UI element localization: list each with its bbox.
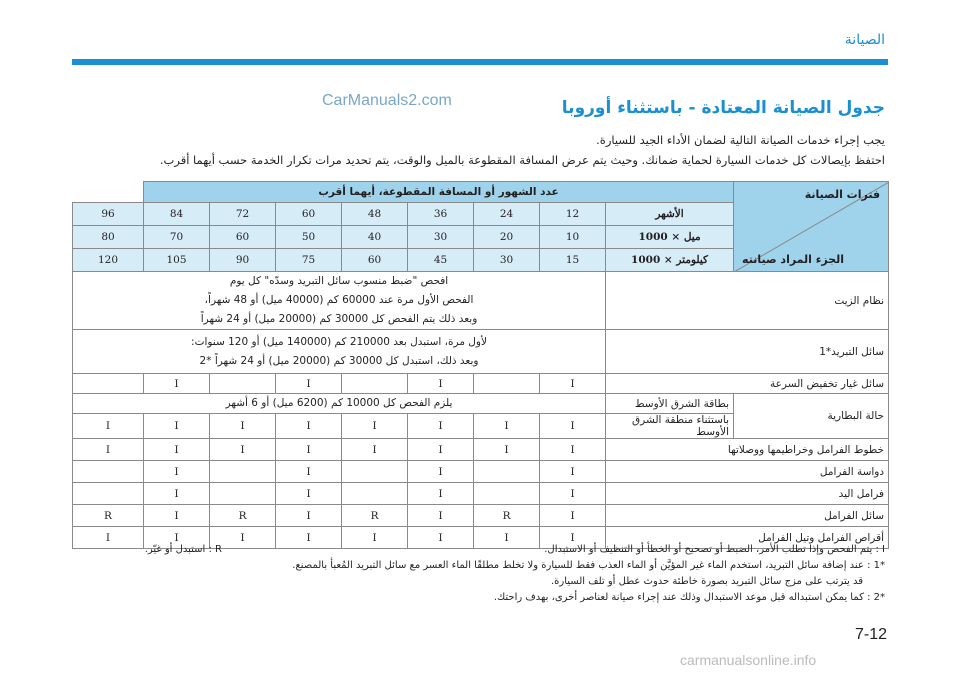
table-row [73, 394, 889, 414]
table-cell: I [408, 505, 474, 527]
table-cell: I [73, 439, 144, 461]
table-cell: I [540, 461, 606, 483]
table-cell: 36 [408, 203, 474, 226]
footnote-1b: قد يترتب على مزج سائل التبريد بصورة خاطئة حدوث عطل أو تلف السيارة. [550, 576, 863, 587]
table-cell: 30 [474, 249, 540, 272]
footer-watermark: carmanualsonline.info [680, 652, 817, 668]
table-row [73, 330, 889, 374]
table-cell: I [474, 414, 540, 439]
table-cell: I [474, 439, 540, 461]
table-cell: I [73, 527, 144, 549]
legend-r: R : استبدل أو غيّر. [144, 544, 222, 555]
table-cell: I [540, 483, 606, 505]
table-cell: 48 [342, 203, 408, 226]
row-label: فرامل اليد [606, 483, 889, 505]
table-cell: 15 [540, 249, 606, 272]
table-row [73, 439, 889, 461]
corner-bottom-label: الجزء المراد صيانته [742, 253, 845, 266]
table-cell: 96 [73, 203, 144, 226]
table-cell: I [474, 527, 540, 549]
table-cell: I [276, 527, 342, 549]
table-row [73, 272, 889, 330]
table-cell: I [210, 527, 276, 549]
coolant-note [73, 330, 606, 374]
intro-line-2: احتفظ بإيصالات كل خدمات السيارة لحماية ضمانك. وحيث يتم عرض المسافة المقطوعة بالميل والوقت، يتم تحديد مرات تكرار الخدمة حسب أيهما أقرب. [159, 153, 885, 167]
row-label-coolant: سائل التبريد*1 [606, 330, 889, 374]
page-title: جدول الصيانة المعتادة - باستثناء أوروبا [561, 98, 885, 118]
table-cell: 45 [408, 249, 474, 272]
row-label-battery: حالة البطارية [734, 394, 889, 439]
table-cell: 60 [342, 249, 408, 272]
table-cell: 84 [144, 203, 210, 226]
row-label: خطوط الفرامل وخراطيمها ووصلاتها [606, 439, 889, 461]
table-cell: 120 [73, 249, 144, 272]
table-cell [474, 483, 540, 505]
legend-line [72, 542, 885, 558]
table-cell: I [144, 439, 210, 461]
watermark: CarManuals2.com [322, 92, 452, 109]
table-cell: I [540, 527, 606, 549]
table-cell: I [144, 374, 210, 394]
row-label: دواسة الفرامل [606, 461, 889, 483]
table-row [73, 374, 889, 394]
table-cell [474, 461, 540, 483]
table-cell [210, 374, 276, 394]
oil-note [73, 272, 606, 330]
table-cell: R [73, 505, 144, 527]
legend-i: I : يتم الفحص وإذا تطلب الأمر، الضبط أو تصحيح أو الخطأ أو التنظيف أو الاستبدال. [544, 544, 885, 555]
table-cell [342, 374, 408, 394]
row-sublabel: باستثناء منطقة الشرق الأوسط [606, 414, 734, 439]
row-sublabel: بطاقة الشرق الأوسط [606, 394, 734, 414]
section-header: الصيانة [844, 32, 885, 48]
table-cell: I [276, 414, 342, 439]
page-number: 7-12 [855, 626, 888, 643]
row-label-oil: نظام الزيت [606, 272, 889, 330]
table-cell [342, 483, 408, 505]
battery-note: يلزم الفحص كل 10000 كم (6200 ميل) أو 6 أشهر [73, 394, 606, 414]
row-label: سائل الفرامل [606, 505, 889, 527]
group-header: عدد الشهور أو المسافة المقطوعة، أيهما أقرب [144, 182, 734, 203]
table-cell: I [408, 527, 474, 549]
table-cell: I [144, 505, 210, 527]
intro-line-1: يجب إجراء خدمات الصيانة التالية لضمان الأداء الجيد للسيارة. [596, 133, 885, 147]
table-cell [210, 461, 276, 483]
table-cell: 24 [474, 203, 540, 226]
table-cell: I [276, 439, 342, 461]
table-cell: I [210, 414, 276, 439]
table-cell: I [144, 483, 210, 505]
table-cell: 20 [474, 226, 540, 249]
table-cell: I [144, 414, 210, 439]
table-cell: I [408, 374, 474, 394]
table-cell: 72 [210, 203, 276, 226]
unit-label: ميل × 1000 [606, 226, 734, 249]
table-cell: I [408, 414, 474, 439]
table-cell: I [276, 374, 342, 394]
row-label: أقراص الفرامل وتيل الفرامل [606, 527, 889, 549]
footnotes [72, 542, 885, 606]
table-cell: I [342, 527, 408, 549]
oil-note-text: افحص "ضبط منسوب سائل التبريد وسدّه" كل يوم الفحص الأول مرة عند 60000 كم (40000 ميل) أو 48 شهراً، وبعد ذلك يتم الفحص كل 30000 كم (20000 ميل) أو 24 شهراً [200, 275, 478, 325]
table-row [73, 483, 889, 505]
table-cell: 30 [408, 226, 474, 249]
corner-top-label: فترات الصيانة [804, 188, 881, 201]
table-cell [73, 483, 144, 505]
table-cell: I [276, 461, 342, 483]
table-cell: I [144, 527, 210, 549]
table-cell: 105 [144, 249, 210, 272]
table-cell: 50 [276, 226, 342, 249]
table-cell: I [540, 414, 606, 439]
table-cell: I [540, 505, 606, 527]
unit-label: كيلومتر × 1000 [606, 249, 734, 272]
table-cell [73, 461, 144, 483]
table-cell: I [342, 414, 408, 439]
table-cell: R [474, 505, 540, 527]
header-rule [72, 59, 888, 65]
table-cell: 60 [210, 226, 276, 249]
table-cell: I [144, 461, 210, 483]
row-label: سائل غيار تخفيض السرعة [606, 374, 889, 394]
table-cell: 40 [342, 226, 408, 249]
table-row [73, 461, 889, 483]
table-cell: R [342, 505, 408, 527]
footnote-1a: *1 : عند إضافة سائل التبريد، استخدم الماء غير المؤيَّن أو الماء العذب فقط للسيارة ولا تخلط مطلقًا الماء العسر مع سائل التبريد المُعبأ بالمصنع. [292, 560, 885, 571]
maintenance-table [72, 181, 889, 549]
table-cell: I [210, 439, 276, 461]
table-cell: 70 [144, 226, 210, 249]
table-cell: I [540, 374, 606, 394]
table-cell [210, 483, 276, 505]
table-cell: I [540, 439, 606, 461]
table-cell: I [408, 439, 474, 461]
table-cell [474, 374, 540, 394]
table-cell: R [210, 505, 276, 527]
table-cell [342, 461, 408, 483]
table-row [73, 505, 889, 527]
table-cell: I [342, 439, 408, 461]
table-cell: I [73, 414, 144, 439]
table-cell: 12 [540, 203, 606, 226]
table-corner-cell [734, 182, 889, 272]
table-cell: I [276, 505, 342, 527]
table-cell: I [276, 483, 342, 505]
table-cell: 60 [276, 203, 342, 226]
footnote-2: *2 : كما يمكن استبداله قبل موعد الاستبدال وذلك عند إجراء صيانة لعناصر أخرى، بهدف راحتك. [493, 592, 885, 603]
table-cell [73, 374, 144, 394]
table-cell: I [408, 483, 474, 505]
table-cell: 75 [276, 249, 342, 272]
coolant-note-text: لأول مرة، استبدل بعد 210000 كم (140000 ميل) أو 120 سنوات: وبعد ذلك، استبدل كل 30000 كم (20000 ميل) أو 24 شهراً *2 [191, 335, 487, 367]
table-cell: I [408, 461, 474, 483]
table-cell: 10 [540, 226, 606, 249]
unit-label: الأشهر [606, 203, 734, 226]
table-cell: 80 [73, 226, 144, 249]
table-cell: 90 [210, 249, 276, 272]
